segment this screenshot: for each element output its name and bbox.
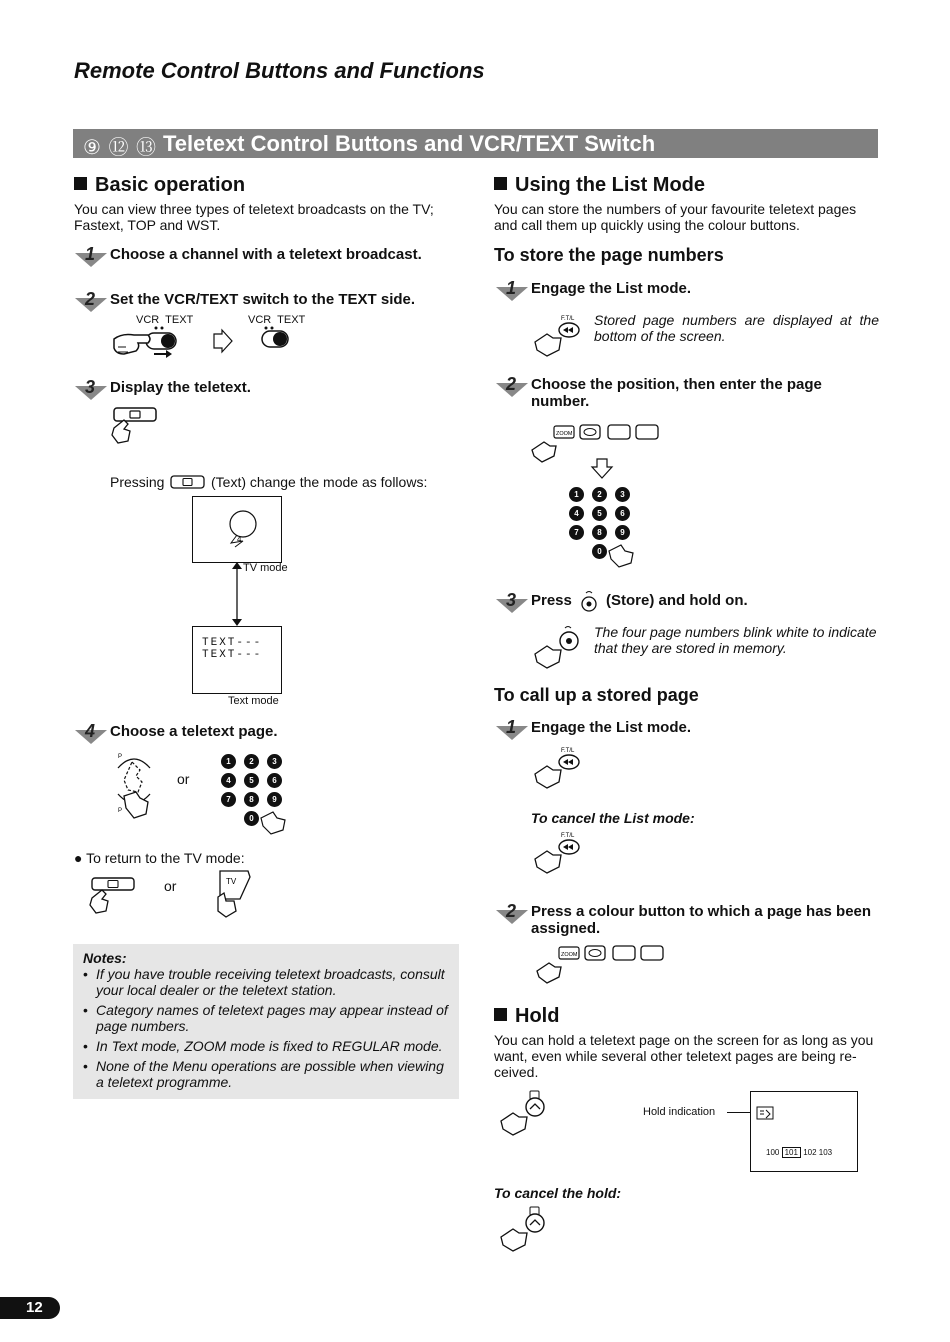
keypad-key-3[interactable]: 3 xyxy=(615,487,630,502)
return-tv-text: To return to the TV mode: xyxy=(86,850,245,866)
store-step-3-rest: (Store) and hold on. xyxy=(606,592,748,609)
cancel-hold-label: To cancel the hold: xyxy=(494,1185,622,1201)
keypad-key-1[interactable]: 1 xyxy=(221,754,236,769)
text-screen-line-1: TEXT--- xyxy=(202,637,263,649)
tv-mode-label: TV mode xyxy=(243,562,288,574)
zoom-colour-buttons-hand-icon xyxy=(533,943,668,985)
ftl-button-hand-icon xyxy=(531,744,583,792)
pressing-description: (Text) change the mode as follows: xyxy=(211,474,428,490)
hold-screen xyxy=(750,1091,858,1172)
notes-box xyxy=(73,944,459,1099)
keypad-key-5[interactable]: 5 xyxy=(592,506,607,521)
step-3-marker: 3 xyxy=(75,380,107,404)
store-step-3-note: The four page numbers blink white to indicate that they are stored in memory. xyxy=(594,624,877,656)
store-step-1-marker: 1 xyxy=(496,281,528,305)
notes-list xyxy=(83,966,453,1094)
note-item: • None of the Menu operations are possible when viewing a teletext programme. xyxy=(83,1058,453,1090)
section-title: Teletext Control Buttons and VCR/TEXT Switch xyxy=(163,131,656,156)
call-step-2-marker: 2 xyxy=(496,904,528,928)
svg-text:4: 4 xyxy=(237,535,242,544)
step-1-text: Choose a channel with a teletext broadcast. xyxy=(110,246,422,263)
call-step-2-text: Press a colour button to which a page has been assigned. xyxy=(531,903,872,937)
call-stored-page-heading: To call up a stored page xyxy=(494,685,699,705)
stored-page-numbers xyxy=(766,1148,832,1157)
hold-indication-pointer xyxy=(727,1112,751,1113)
ftl-button-hand-icon xyxy=(531,312,583,360)
keypad-key-6[interactable]: 6 xyxy=(615,506,630,521)
keypad-key-4[interactable]: 4 xyxy=(221,773,236,788)
section-number-labels: ⑨ ⑫ ⑬ xyxy=(83,137,158,159)
text-button-icon xyxy=(170,474,206,490)
page-number: 12 xyxy=(26,1299,43,1316)
hold-intro: You can hold a teletext page on the screen for as long as you want, even while several other teletext pages are being re-ceived. xyxy=(494,1032,874,1080)
store-button-hand-icon xyxy=(531,624,583,672)
step-1-marker: 1 xyxy=(75,247,107,271)
zoom-label: ZOOM xyxy=(561,952,578,958)
section-title-bar xyxy=(73,129,878,158)
cancel-list-mode-label: To cancel the List mode: xyxy=(531,810,695,826)
step-2-marker: 2 xyxy=(75,292,107,316)
store-numeric-keypad xyxy=(569,487,649,567)
store-step-1-text: Engage the List mode. xyxy=(531,280,692,297)
ftl-button-hand-icon xyxy=(531,829,583,877)
store-page-numbers-heading: To store the page numbers xyxy=(494,245,724,265)
vcr-text-switch-illustration xyxy=(110,325,300,365)
pressing-label: Pressing xyxy=(110,474,165,490)
down-arrow-icon xyxy=(590,458,614,480)
keypad-hand-icon xyxy=(259,810,291,836)
page-number-item-selected: 101 xyxy=(782,1147,801,1158)
keypad-key-0[interactable]: 0 xyxy=(592,544,607,559)
store-step-1-note: Stored page numbers are displayed at the bottom of the screen. xyxy=(594,312,879,344)
keypad-key-0[interactable]: 0 xyxy=(244,811,259,826)
basic-operation-intro: You can view three types of teletext broadcasts on the TV; Fastext, TOP and WST. xyxy=(74,201,434,233)
svg-text:P: P xyxy=(118,754,123,760)
list-mode-heading: Using the List Mode xyxy=(494,174,705,197)
note-item: • Category names of teletext pages may appear instead of page numbers. xyxy=(83,1002,453,1034)
vcr-text-label-after: VCR TEXT xyxy=(248,314,306,326)
tv-picture-icon xyxy=(193,497,281,562)
basic-operation-heading: Basic operation xyxy=(74,174,245,197)
step-4-text: Choose a teletext page. xyxy=(110,723,278,740)
step-4-marker: 4 xyxy=(75,724,107,748)
note-item: • In Text mode, ZOOM mode is fixed to REGULAR mode. xyxy=(83,1038,453,1054)
hold-indication-label: Hold indication xyxy=(643,1106,716,1118)
keypad-key-1[interactable]: 1 xyxy=(569,487,584,502)
keypad-key-9[interactable]: 9 xyxy=(267,792,282,807)
tv-button-hand-icon xyxy=(212,867,254,919)
hold-heading: Hold xyxy=(494,1005,559,1028)
keypad-key-2[interactable]: 2 xyxy=(592,487,607,502)
keypad-key-4[interactable]: 4 xyxy=(569,506,584,521)
hold-button-hand-icon xyxy=(497,1089,553,1139)
keypad-key-3[interactable]: 3 xyxy=(267,754,282,769)
note-item: • If you have trouble receiving teletext broadcasts, consult your local dealer or the teletext station. xyxy=(83,966,453,998)
numeric-keypad xyxy=(221,754,301,834)
step-4-or: or xyxy=(177,771,190,787)
hold-indication-icon xyxy=(756,1106,776,1122)
text-mode-screen xyxy=(192,626,282,694)
tv-button-label: TV xyxy=(226,877,237,886)
keypad-key-6[interactable]: 6 xyxy=(267,773,282,788)
store-step-3-press: Press xyxy=(531,592,572,609)
ftl-label: F.T/L xyxy=(561,833,575,839)
keypad-key-2[interactable]: 2 xyxy=(244,754,259,769)
svg-text:P: P xyxy=(118,808,123,814)
page-number-badge xyxy=(0,1297,60,1319)
hold-button-hand-icon xyxy=(497,1205,553,1255)
ftl-label: F.T/L xyxy=(561,316,575,322)
keypad-key-7[interactable]: 7 xyxy=(569,525,584,540)
page-number-item: 103 xyxy=(818,1148,833,1157)
store-step-3-marker: 3 xyxy=(496,593,528,617)
notes-heading: Notes: xyxy=(83,950,127,966)
store-button-icon xyxy=(578,589,600,613)
page-number-item: 102 xyxy=(803,1148,817,1157)
call-step-1-text: Engage the List mode. xyxy=(531,719,692,736)
list-mode-intro: You can store the numbers of your favourite teletext pages and call them up quickly using the colour buttons. xyxy=(494,201,857,233)
keypad-key-5[interactable]: 5 xyxy=(244,773,259,788)
keypad-key-9[interactable]: 9 xyxy=(615,525,630,540)
page-header-title: Remote Control Buttons and Functions xyxy=(74,58,485,83)
step-2-text: Set the VCR/TEXT switch to the TEXT side. xyxy=(110,291,416,308)
vcr-text-label-before: VCR TEXT xyxy=(136,314,194,326)
return-tv-or: or xyxy=(164,878,177,894)
store-step-2-text: Choose the position, then enter the page number. xyxy=(531,376,822,410)
keypad-hand-icon xyxy=(607,543,639,569)
zoom-label: ZOOM xyxy=(556,431,573,437)
step-3-text: Display the teletext. xyxy=(110,379,251,396)
tv-mode-screen xyxy=(192,496,282,563)
mode-toggle-arrow xyxy=(231,561,243,627)
text-button-hand-icon xyxy=(108,404,168,444)
keypad-key-8[interactable]: 8 xyxy=(592,525,607,540)
text-button-hand-icon-return xyxy=(88,874,140,914)
store-step-2-marker: 2 xyxy=(496,377,528,401)
text-mode-label: Text mode xyxy=(228,695,279,707)
text-screen-line-2: TEXT--- xyxy=(202,649,263,661)
page-number-item: 100 xyxy=(766,1148,780,1157)
return-tv-bullet: ● To return to the TV mode: xyxy=(74,850,245,866)
call-step-1-marker: 1 xyxy=(496,720,528,744)
keypad-key-8[interactable]: 8 xyxy=(244,792,259,807)
channel-up-down-hand-icon xyxy=(110,750,160,822)
ftl-label: F.T/L xyxy=(561,748,575,754)
keypad-key-7[interactable]: 7 xyxy=(221,792,236,807)
